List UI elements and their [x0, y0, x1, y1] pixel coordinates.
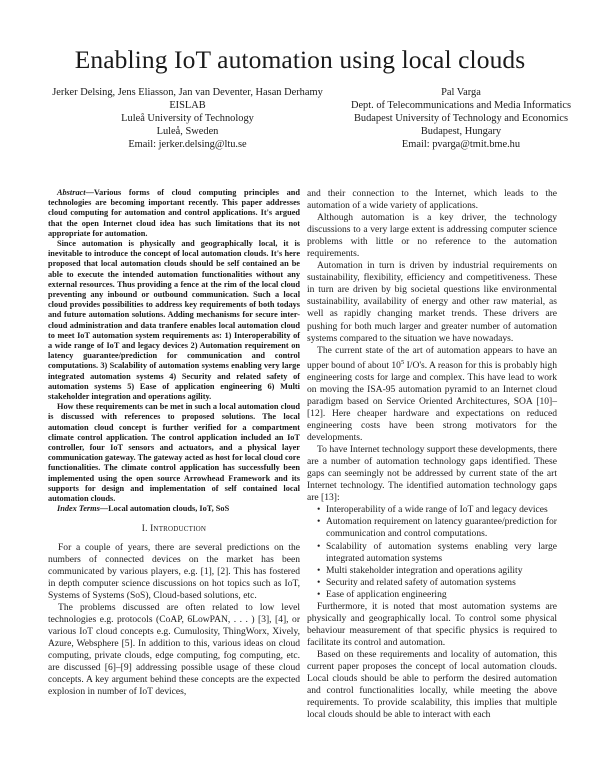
- author-university: Luleå University of Technology: [121, 112, 254, 124]
- author-city: Budapest, Hungary: [420, 125, 502, 137]
- body-paragraph: To have Internet technology support these developments, there are a number of automation technology gaps identified. These gaps can seemingly not be addressed by current state of the art Internet technology. The identified automation technology gaps are [13]:: [307, 444, 557, 504]
- author-university: Budapest University of Technology and Economics: [353, 112, 569, 124]
- left-column: [48, 188, 300, 698]
- author-block-right: [323, 87, 599, 152]
- superscript: 5: [400, 358, 405, 366]
- gap-item: • Automation requirement on latency guarantee/prediction for communication and control computations.: [317, 516, 557, 540]
- gap-item: • Ease of application engineering: [317, 589, 557, 601]
- body-paragraph: Furthermore, it is noted that most automation systems are physically and geographically local. To control some physical behaviour measurement of that specific physics is required to facilitate its control and automation.: [307, 600, 557, 648]
- abstract-text: Various forms of cloud computing principles and technologies are becoming important recently. This paper addresses cloud computing for automation and control applications. It's argued that the open Internet cloud idea has such limitations that its not appropriate for automation.: [48, 188, 300, 238]
- gap-item: • Security and related safety of automation systems: [317, 577, 557, 589]
- section-title: Introduction: [150, 523, 207, 534]
- text-span: I/O's. A reason for this is probably high engineering costs for large and complex. This have lead to work on moving the ISA-95 automation pyramid to an Internet cloud paradigm based on Service Oriented Architectures, SOA [10]–[12]. Here cheaper hardware and expectations on reduced engineering costs have been strong motivators for the developments.: [307, 359, 557, 444]
- section-number: I.: [141, 523, 151, 534]
- author-city: Luleå, Sweden: [156, 125, 219, 137]
- gap-item: • Multi stakeholder integration and operations agility: [317, 565, 557, 577]
- section-heading: [48, 523, 300, 535]
- right-column: [307, 188, 557, 721]
- gap-item: • Scalability of automation systems enabling very large integrated automation systems: [317, 541, 557, 565]
- body-paragraph: [307, 345, 557, 445]
- index-terms-text: Local automation clouds, IoT, SoS: [108, 504, 230, 514]
- author-name: Pal Varga: [441, 87, 481, 98]
- author-block-left: [20, 87, 355, 152]
- body-paragraph: For a couple of years, there are several predictions on the numbers of connected devices on the market has been communicated by various players, e.g. [1], [2]. This has fostered in depth computer science discussions on hot topics such as IoT, Systems of Systems (SoS), Cloud-based solutions, etc.: [48, 541, 300, 601]
- abstract-label: Abstract—: [57, 188, 94, 197]
- body-paragraph: and their connection to the Internet, which leads to the automation of a wide variety of applications.: [307, 188, 557, 212]
- author-email: Email: pvarga@tmit.bme.hu: [401, 138, 521, 150]
- abstract-paragraph: Since automation is physically and geographically local, it is inevitable to introduce the concept of local automation clouds. It's here proposed that local automation clouds should be self contained an be able to execute the intended automation functionalities without any external resources. Thus providing a fence at the rim of the local cloud preventing any inbound or outbound communication. Such a local cloud provides possibilities to address key requirements of both todays and future automation solutions. Adding mechanisms for secure inter-cloud administration and data tranfere enables local automation cloud to meet IoT automation system requirements as: 1) Interoperability of a wide range of IoT and legacy devices 2) Automation requirement on latency guarantee/prediction for communication and control computations. 3) Scalability of automation systems enabling very large integrated automation systems 4) Security and related safety of automation systems 5) Ease of application engineering 6) Multi stakeholder integration and operations agility.: [48, 239, 300, 402]
- abstract-paragraph: [48, 188, 300, 239]
- body-paragraph: Based on these requirements and locality of automation, this current paper proposes the concept of local automation clouds. Local clouds should be able to perform the desired automation and control functionalities locally, while meeting the above requirements. To provide scalability, this implies that multiple local clouds should be able to interact with each: [307, 648, 557, 721]
- abstract: [48, 188, 300, 515]
- body-paragraph: Although automation is a key driver, the technology discussions to a very large extent is addressing computer science problems with little or no reference to the automation requirements.: [307, 212, 557, 260]
- abstract-paragraph: How these requirements can be met in such a local automation cloud is discussed with references to proposed solutions. The local automation cloud concept is further verified for a compartment climate control application. The control application included an IoT controller, four IoT sensors and actuators, and a physical layer communication gateway. The gateway acted as host for local cloud core functionalities. The climate control application has successfully been implemented using the open source Arrowhead Framework and its supports for design and implementation of self contained local automation clouds.: [48, 402, 300, 504]
- gap-list: [307, 504, 557, 600]
- author-dept: Dept. of Telecommunications and Media Informatics: [350, 99, 572, 111]
- index-terms: [48, 504, 300, 514]
- gap-item: • Interoperability of a wide range of IoT and legacy devices: [317, 504, 557, 516]
- index-terms-label: Index Terms—: [57, 504, 109, 514]
- text-span: The current state of the art of automation appears to have an upper bound of about 10: [307, 344, 557, 371]
- author-names: Jerker Delsing, Jens Eliasson, Jan van Deventer, Hasan Derhamy: [52, 87, 323, 98]
- body-paragraph: The problems discussed are often related to low level technologies e.g. protocols (CoAP, 6LowPAN, . . . ) [3], [4], or various IoT cloud concepts e.g. Cumulosity, ThingWorx, Xively, Azure, Websphere [5]. In addition to this, various ideas on cloud computing, private clouds, edge computing, fog computing, etc. are discussed [6]–[9] addressing possible usage of these cloud concepts. A key argument behind these concepts are the expected explosion in number of IoT devices,: [48, 601, 300, 698]
- author-email: Email: jerker.delsing@ltu.se: [128, 138, 247, 150]
- author-dept: EISLAB: [169, 99, 206, 111]
- body-paragraph: Automation in turn is driven by industrial requirements on sustainability, flexibility, efficiency and competitiveness. These in turn are driven by big societal questions like environmental sustainability, availability of energy and other raw material, as well as rapidly changing market trends. These drivers are pushing for both much larger and greater number of automation systems compared to the situation we have nowadays.: [307, 260, 557, 344]
- paper-title: Enabling IoT automation using local clouds: [74, 45, 526, 74]
